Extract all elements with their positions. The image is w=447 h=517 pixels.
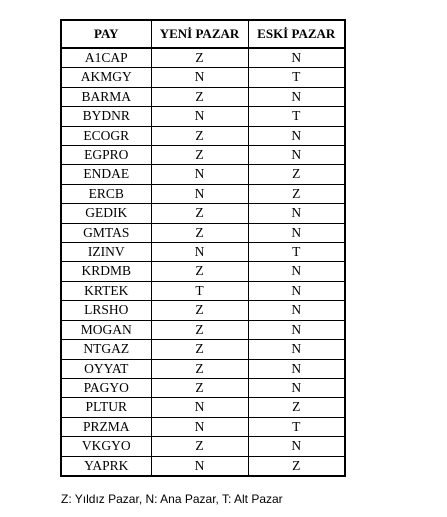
cell-yeni-pazar: N [151, 243, 248, 262]
cell-eski-pazar: Z [248, 456, 345, 476]
table-row [61, 359, 345, 378]
table-row [61, 456, 345, 476]
cell-yeni-pazar: Z [151, 262, 248, 281]
cell-pay: IZINV [61, 243, 151, 262]
cell-eski-pazar: N [248, 48, 345, 68]
cell-yeni-pazar: Z [151, 204, 248, 223]
table-row [61, 165, 345, 184]
cell-yeni-pazar: Z [151, 437, 248, 456]
cell-pay: VKGYO [61, 437, 151, 456]
table-row [61, 223, 345, 242]
cell-eski-pazar: T [248, 243, 345, 262]
cell-pay: PRZMA [61, 417, 151, 436]
cell-yeni-pazar: Z [151, 340, 248, 359]
cell-pay: KRTEK [61, 281, 151, 300]
cell-pay: OYYAT [61, 359, 151, 378]
cell-pay: ERCB [61, 184, 151, 203]
table-header-row [61, 20, 345, 48]
cell-eski-pazar: Z [248, 398, 345, 417]
table-row [61, 437, 345, 456]
cell-pay: EGPRO [61, 146, 151, 165]
table-row [61, 48, 345, 68]
table-row [61, 301, 345, 320]
table-row [61, 340, 345, 359]
table-row [61, 126, 345, 145]
cell-yeni-pazar: Z [151, 378, 248, 397]
cell-eski-pazar: Z [248, 165, 345, 184]
table-row [61, 320, 345, 339]
table-row [61, 262, 345, 281]
cell-eski-pazar: N [248, 204, 345, 223]
table-row [61, 107, 345, 126]
cell-eski-pazar: N [248, 320, 345, 339]
cell-eski-pazar: N [248, 437, 345, 456]
cell-eski-pazar: Z [248, 184, 345, 203]
cell-pay: ENDAE [61, 165, 151, 184]
cell-pay: GEDIK [61, 204, 151, 223]
cell-yeni-pazar: N [151, 417, 248, 436]
cell-eski-pazar: N [248, 281, 345, 300]
cell-yeni-pazar: N [151, 68, 248, 87]
table-row [61, 417, 345, 436]
cell-yeni-pazar: Z [151, 359, 248, 378]
cell-eski-pazar: N [248, 359, 345, 378]
table-row [61, 87, 345, 106]
table-body [61, 48, 345, 476]
cell-yeni-pazar: Z [151, 126, 248, 145]
table-row [61, 378, 345, 397]
cell-yeni-pazar: Z [151, 301, 248, 320]
cell-eski-pazar: T [248, 68, 345, 87]
market-change-table [60, 19, 346, 477]
legend-note: Z: Yıldız Pazar, N: Ana Pazar, T: Alt Pazar [61, 492, 283, 506]
cell-pay: KRDMB [61, 262, 151, 281]
cell-pay: BYDNR [61, 107, 151, 126]
cell-yeni-pazar: Z [151, 146, 248, 165]
header-eski-pazar: ESKİ PAZAR [248, 20, 345, 48]
cell-eski-pazar: N [248, 223, 345, 242]
cell-pay: NTGAZ [61, 340, 151, 359]
cell-yeni-pazar: N [151, 184, 248, 203]
cell-pay: ECOGR [61, 126, 151, 145]
cell-eski-pazar: N [248, 87, 345, 106]
table-row [61, 281, 345, 300]
table-row [61, 146, 345, 165]
table-row [61, 184, 345, 203]
table-row [61, 398, 345, 417]
table-row [61, 68, 345, 87]
cell-pay: A1CAP [61, 48, 151, 68]
cell-eski-pazar: N [248, 340, 345, 359]
cell-yeni-pazar: T [151, 281, 248, 300]
cell-yeni-pazar: N [151, 456, 248, 476]
cell-eski-pazar: N [248, 262, 345, 281]
cell-pay: GMTAS [61, 223, 151, 242]
cell-pay: LRSHO [61, 301, 151, 320]
cell-pay: PLTUR [61, 398, 151, 417]
cell-eski-pazar: T [248, 417, 345, 436]
cell-yeni-pazar: Z [151, 87, 248, 106]
header-yeni-pazar: YENİ PAZAR [151, 20, 248, 48]
cell-pay: MOGAN [61, 320, 151, 339]
cell-yeni-pazar: N [151, 398, 248, 417]
cell-yeni-pazar: N [151, 165, 248, 184]
cell-eski-pazar: N [248, 301, 345, 320]
cell-eski-pazar: N [248, 378, 345, 397]
cell-eski-pazar: T [248, 107, 345, 126]
cell-yeni-pazar: N [151, 107, 248, 126]
cell-eski-pazar: N [248, 146, 345, 165]
cell-eski-pazar: N [248, 126, 345, 145]
cell-yeni-pazar: Z [151, 48, 248, 68]
cell-pay: YAPRK [61, 456, 151, 476]
cell-pay: BARMA [61, 87, 151, 106]
table-row [61, 243, 345, 262]
header-pay: PAY [61, 20, 151, 48]
cell-yeni-pazar: Z [151, 320, 248, 339]
cell-yeni-pazar: Z [151, 223, 248, 242]
cell-pay: PAGYO [61, 378, 151, 397]
cell-pay: AKMGY [61, 68, 151, 87]
table-row [61, 204, 345, 223]
